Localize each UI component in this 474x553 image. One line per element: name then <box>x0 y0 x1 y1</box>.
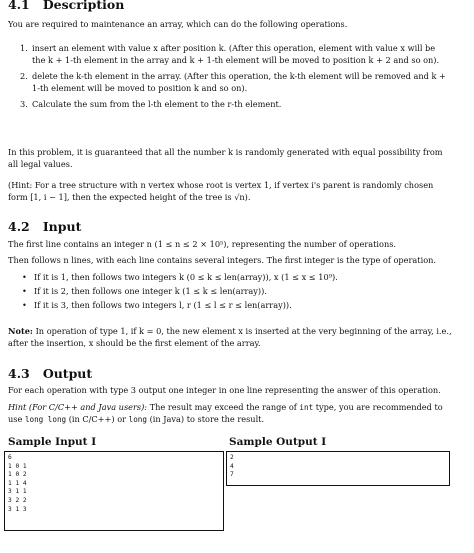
output-text: For each operation with type 3 output one integer in one line representing the answer of this operation. <box>8 385 441 395</box>
hint-paragraph: (Hint: For a tree structure with n vertex whose root is vertex 1, if vertex i's parent is randomly chosen form [1, i − 1], then the expected height of the tree is √n). <box>8 180 434 202</box>
input-first-line: The first line contains an integer n (1 ≤ n ≤ 2 × 10⁵), representing the number of operations. <box>8 239 397 249</box>
note-text: In operation of type 1, if k = 0, the new element x is inserted at the very beginning of the array, i.e., after the insertion, x should be the first element of the array. <box>8 326 452 348</box>
bullet-item: • If it is 1, then follows two integers k (0 ≤ k ≤ len(array)), x (1 ≤ x ≤ 10⁹). <box>20 272 450 286</box>
section-heading-description: 4.1 Description <box>8 0 125 12</box>
operations-list <box>20 43 448 116</box>
sample-input-content: 6 1 0 1 1 0 2 1 1 4 3 1 1 3 2 2 3 1 3 <box>8 454 27 513</box>
operation-item: 1. insert an element with value x after position k. (After this operation, element with value x will be the k + 1-th element in the array and k + 1-th element will be moved to position k + 2 and so on). <box>20 43 440 65</box>
note-paragraph <box>8 326 454 349</box>
sample-output-title: Sample Output I <box>229 436 327 448</box>
code-long: long <box>128 414 147 424</box>
code-int: int <box>299 403 314 412</box>
input-bullets <box>20 272 450 314</box>
output-hint-label: Hint (For C/C++ and Java users): <box>8 402 148 412</box>
bullet-item: • If it is 3, then follows two integers l, r (1 ≤ l ≤ r ≤ len(array)). <box>20 300 450 314</box>
section-heading-output: 4.3 Output <box>8 366 93 381</box>
note-label: Note: <box>8 326 33 336</box>
description-intro: You are required to maintenance an array, which can do the following operations. <box>8 19 348 29</box>
guarantee-paragraph: In this problem, it is guaranteed that all the number k is randomly generated with equal possibility from all legal values. <box>8 147 443 169</box>
sample-input-title: Sample Input I <box>8 436 97 448</box>
operation-item: 3. Calculate the sum from the l-th element to the r-th element. <box>20 99 282 109</box>
sample-output-box <box>226 451 450 486</box>
operation-item: 2. delete the k-th element in the array. (After this operation, the k-th element will be removed and k + 1-th element will be moved to position k and so on). <box>20 71 446 93</box>
sample-output-content: 2 4 7 <box>230 454 234 479</box>
output-hint-paragraph: Hint (For C/C++ and Java users): The result may exceed the range of int type, you are recommended to use long long (in C/C++) or long (in Java) to store the result. <box>8 402 443 424</box>
code-long-long: long long <box>24 414 67 424</box>
sample-input-box <box>4 451 224 531</box>
input-then-follows: Then follows n lines, with each line contains several integers. The first integer is the type of operation. <box>8 255 437 265</box>
section-heading-input: 4.2 Input <box>8 219 82 234</box>
bullet-item: • If it is 2, then follows one integer k (1 ≤ k ≤ len(array)). <box>20 286 450 300</box>
